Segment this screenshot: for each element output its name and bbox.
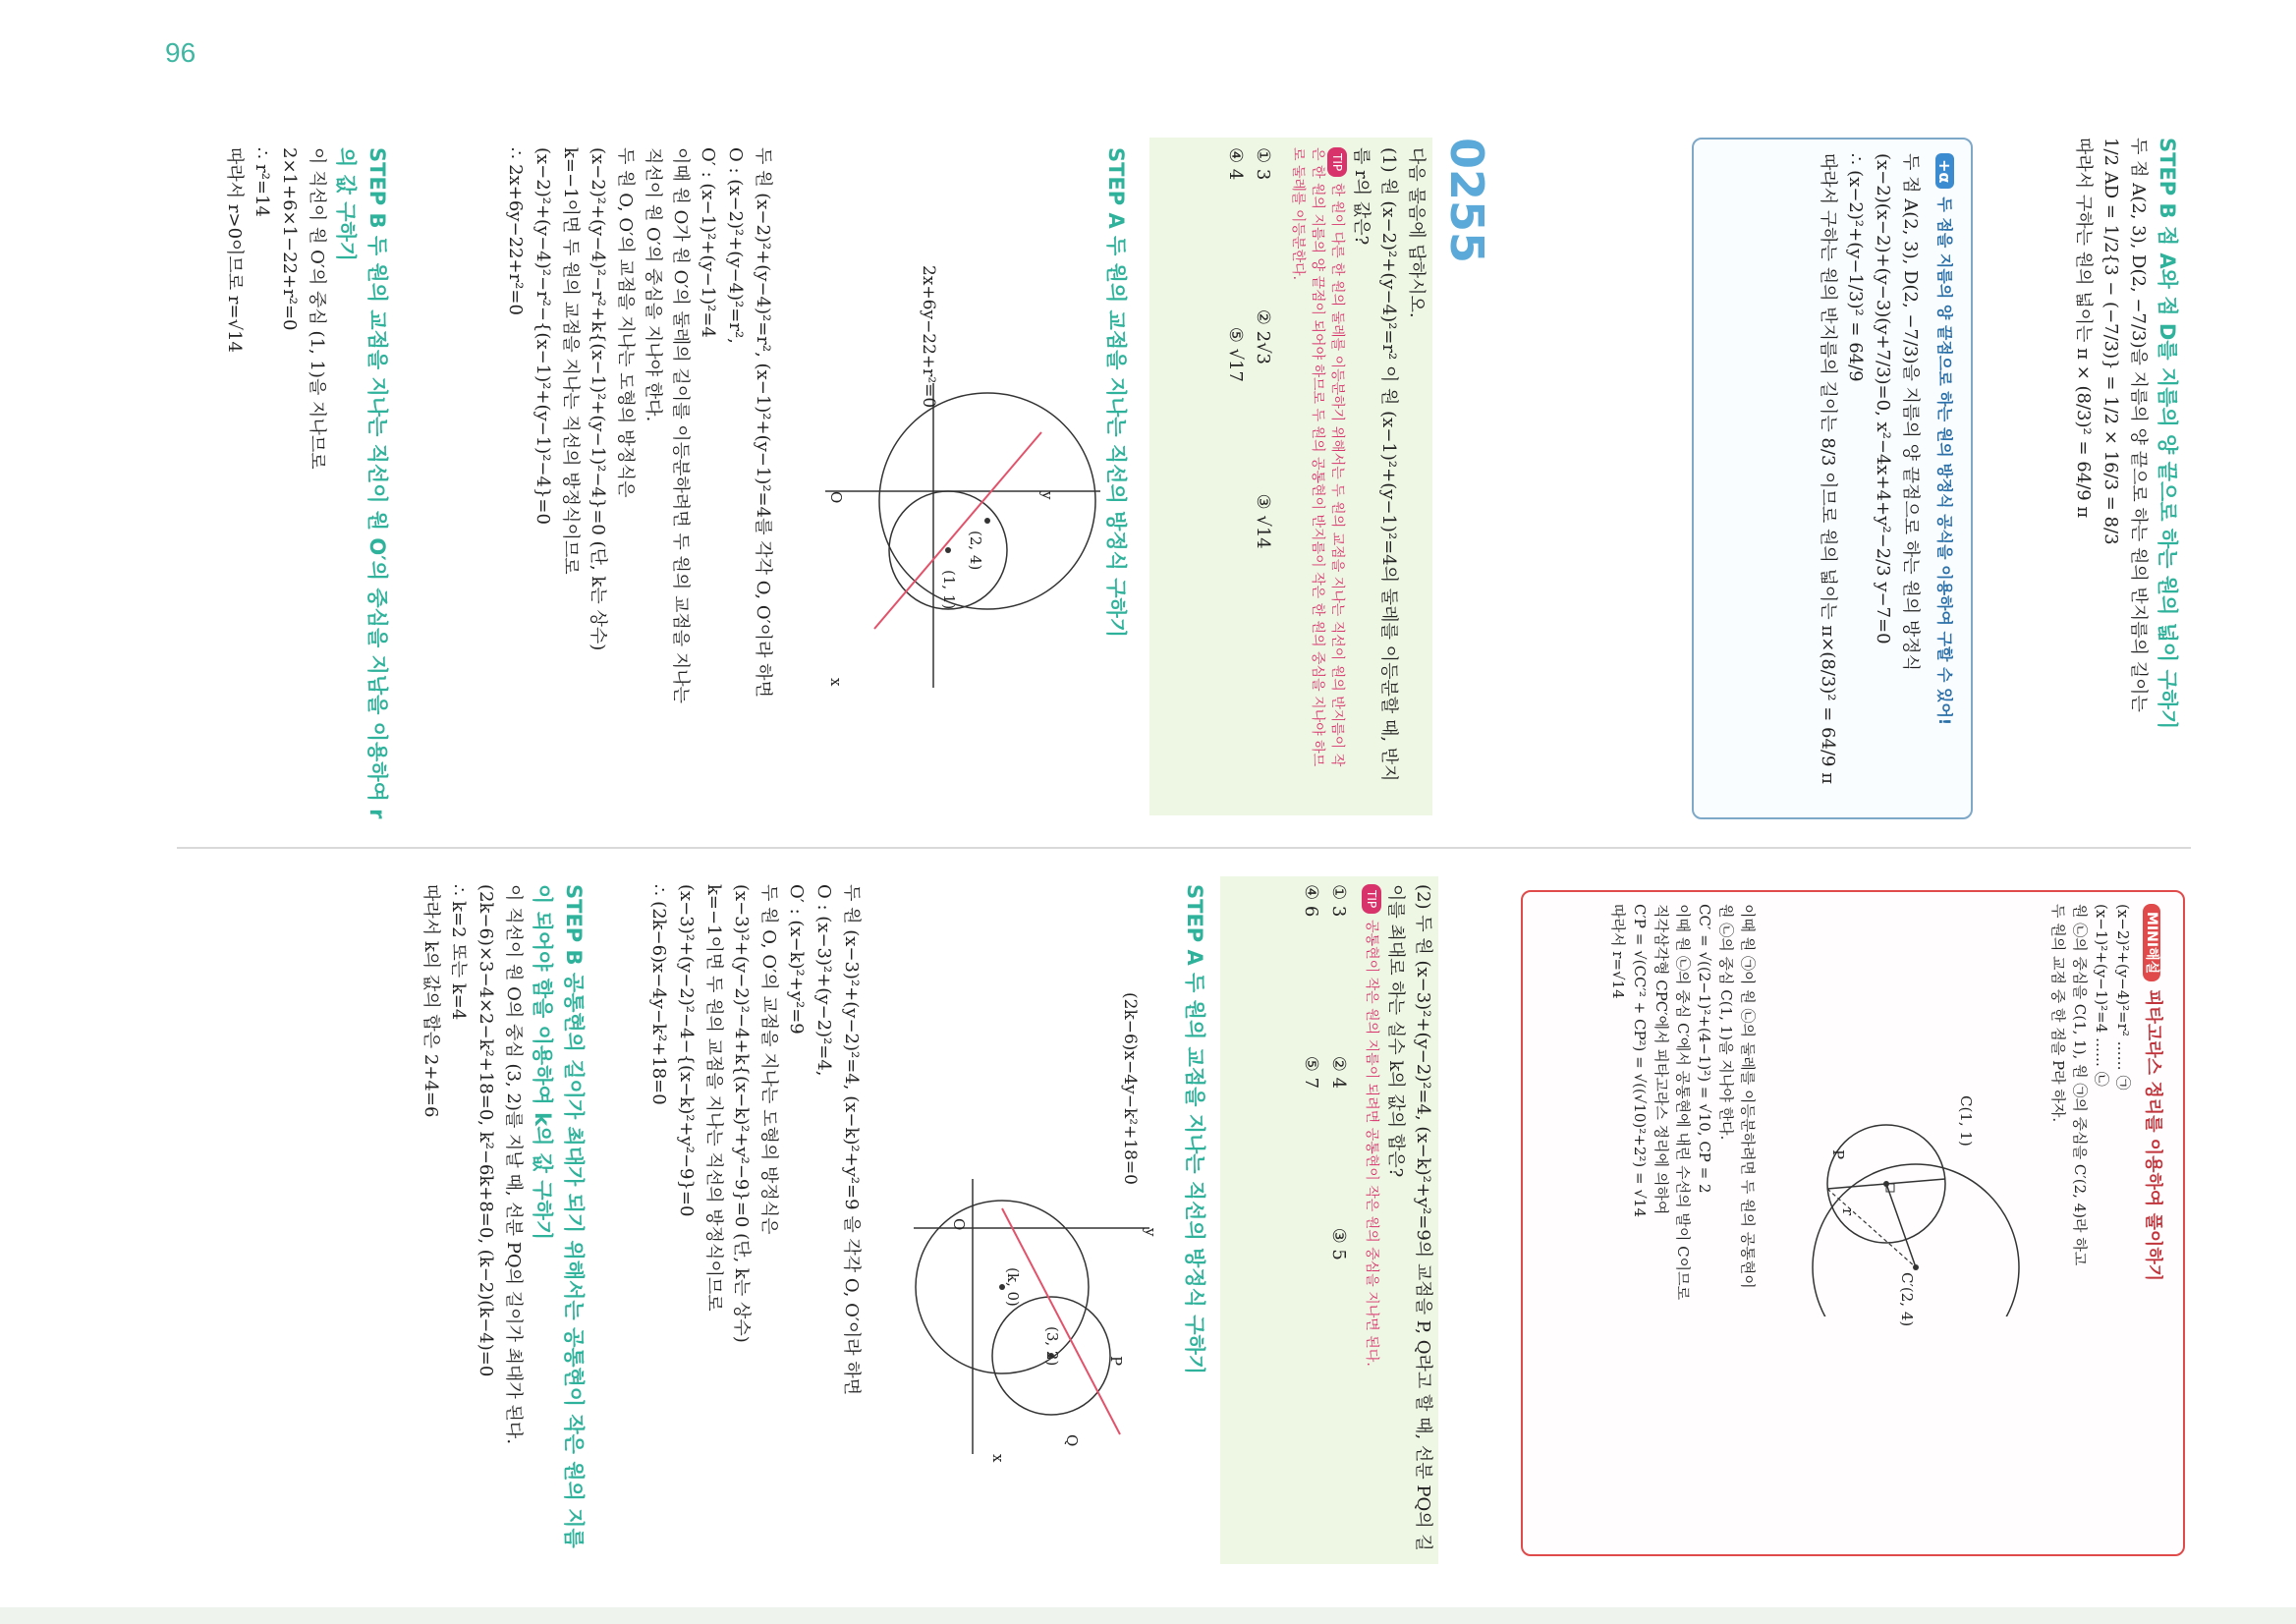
- q2-sol-1: O : (x−3)²+(y−2)²=4,: [813, 884, 834, 1077]
- q1-fig-x-axis: x: [827, 678, 845, 687]
- mini-line-2: 원 ㉡의 중심을 C(1, 1), 원 ㉠의 중심을 C′(2, 4)라 하고: [2071, 904, 2089, 1266]
- q2-choice-4[interactable]: ④ 6: [1301, 884, 1321, 918]
- problem-intro: 다음 물음에 답하시오.: [1406, 147, 1427, 318]
- mini-line-0: (x−2)²+(y−4)²=r² …… ㉠: [2114, 904, 2132, 1091]
- q1-sol-3: 이때 원 O가 원 O′의 둘레의 길이를 이등분하려면 두 원의 교점을 지나는: [670, 147, 691, 704]
- mini-line-4: 이때 원 ㉠이 원 ㉡의 둘레를 이등분하려면 두 원의 공통현이: [1739, 904, 1757, 1289]
- mini-fig-Cp: C′(2, 4): [1898, 1272, 1916, 1327]
- q2-sol2-3: 따라서 k의 값의 합은 2+4=6: [420, 884, 441, 1118]
- q2-fig-center2: (k, 0): [1004, 1267, 1022, 1307]
- problem-number-wrap: [1440, 138, 1493, 263]
- q2-sol-6: (x−3)²+(y−2)²−4−{(x−k)²+y²−9}=0: [676, 884, 697, 1217]
- mini-figure: [1768, 1071, 2024, 1316]
- q2-fig-center1: (3, 2): [1043, 1326, 1061, 1367]
- bottom-band: [0, 1607, 2296, 1624]
- problem-1-block: [1221, 147, 1429, 796]
- mini-line-6: CC′ = √((2−1)²+(4−1)²) = √10, CP = 2: [1696, 904, 1713, 1194]
- q1-choice-3[interactable]: ③ √14: [1253, 493, 1273, 549]
- q2-stepB-block: [417, 884, 589, 1562]
- q2-fig-Q: Q: [1063, 1434, 1081, 1447]
- alpha-line-1: (x−2)(x−2)+(y−3)(y+7/3)=0, x²−4x+4+y²−2/3 y−7=0: [1873, 153, 1893, 644]
- q2-block: [1297, 884, 1436, 1552]
- q1-choices-row1: [1249, 147, 1276, 796]
- q1-sol-2: O′ : (x−1)²+(y−1)²=4: [698, 147, 718, 338]
- q2-sol2-1: (2k−6)×3−4×2−k²+18=0, k²−6k+8=0, (k−2)(k−4)=0: [476, 884, 496, 1377]
- q1-sol2-0: 이 직선이 원 O′의 중심 (1, 1)을 지나므로: [307, 147, 327, 470]
- q2-sol-2: O′ : (x−k)²+y²=9: [786, 884, 807, 1035]
- q2-choice-5[interactable]: ⑤ 7: [1301, 1055, 1321, 1090]
- mini-line-5: 원 ㉡의 중심 C(1, 1)을 지나야 한다.: [1717, 904, 1735, 1141]
- q1-sol2-3: 따라서 r>0이므로 r=√14: [224, 147, 245, 353]
- q1-sol-9: ∴ 2x+6y−22+r²=0: [505, 147, 526, 315]
- q1-choice-4[interactable]: ④ 4: [1225, 147, 1246, 181]
- alpha-line-2: ∴ (x−2)²+(y−1/3)² = 64/9: [1845, 153, 1866, 382]
- mini-title: MINI해설피타고라스 정리를 이용하여 풀이하기: [2142, 904, 2167, 1281]
- q1-sol2-2: ∴ r²=14: [252, 147, 272, 217]
- q2-choice-3[interactable]: ③ 5: [1328, 1227, 1349, 1260]
- q1-solution-block: [501, 147, 776, 703]
- page-number: 96: [165, 37, 196, 68]
- mini-line-3: 두 원의 교점 중 한 점을 P라 하자.: [2049, 904, 2067, 1123]
- q2-sol-0: 두 원 (x−3)²+(y−2)²=4, (x−k)²+y²=9 을 각각 O, O′이라 하면: [841, 884, 862, 1396]
- q1-sol-5: 두 원 O, O′의 교점을 지나는 도형의 방정식은: [615, 147, 636, 498]
- mini-fig-r: r: [1839, 1208, 1857, 1216]
- q1-sol-7: k=−1이면 두 원의 교점을 지나는 직선의 방정식이므로: [560, 147, 581, 575]
- q1-fig-center2: (1, 1): [940, 570, 958, 610]
- top-line-2: 따라서 구하는 원의 넓이는 π × (8/3)² = 64/9 π: [2073, 138, 2094, 519]
- mini-line-1: (x−1)²+(y−1)²=4 …… ㉡: [2093, 904, 2110, 1087]
- q2-choice-1[interactable]: ① 3: [1328, 884, 1349, 918]
- mini-line-10: 따라서 r=√14: [1609, 904, 1627, 999]
- section-divider: [177, 847, 2191, 849]
- alpha-line-3: 따라서 구하는 원의 반지름의 길이는 8/3 이므로 원의 넓이는 π×(8/3)² = 64/9 π: [1818, 153, 1838, 785]
- q1-stepB-header: STEP B 두 원의 교점을 지나는 직선이 원 O′의 중심을 지남을 이용하여 r의 값 구하기: [334, 147, 389, 819]
- q2-choices-row1: [1324, 884, 1352, 1552]
- q2-sol2-2: ∴ k=2 또는 k=4: [448, 884, 469, 1021]
- q1-choice-5[interactable]: ⑤ √17: [1225, 326, 1246, 383]
- q1-sol-8: (x−2)²+(y−4)²−r²−{(x−1)²+(y−1)²−4}=0: [532, 147, 553, 525]
- q2-choice-2[interactable]: ② 4: [1328, 1055, 1349, 1090]
- q2-stepA-block: [1179, 884, 1210, 1374]
- q2-sol-4: (x−3)²+(y−2)²−4+k{(x−k)²+y²−9}=0 (단, k는 상수): [731, 884, 752, 1343]
- q1-sol-1: O : (x−2)²+(y−4)²=r²,: [725, 147, 746, 344]
- q1-sol-6: (x−2)²+(y−4)²−r²+k{(x−1)²+(y−1)²−4}=0 (단, k는 상수): [588, 147, 608, 651]
- q2-tip: TIP공통현이 작은 원의 지름이 되려면 공통현이 작은 원의 중심을 지나면 된다.: [1362, 884, 1381, 1552]
- q1-choice-2[interactable]: ② 2√3: [1253, 308, 1273, 365]
- q1-choices-row2: [1221, 147, 1249, 796]
- q2-fig-origin: O: [950, 1218, 968, 1231]
- q2-sol2-0: 이 직선이 원 O의 중심 (3, 2)를 지날 때, 선분 PQ의 길이가 최대가 된다.: [503, 884, 524, 1445]
- q1-fig-origin: O: [827, 491, 845, 504]
- mini-fig-C: C(1, 1): [1957, 1095, 1975, 1147]
- problem-number: 0255: [1440, 138, 1493, 264]
- q2-fig-P: P: [1107, 1356, 1125, 1367]
- q1-sol-0: 두 원 (x−2)²+(y−4)²=r², (x−1)²+(y−1)²=4를 각각 O, O′이라 하면: [753, 147, 773, 698]
- mini-content: [2047, 904, 2167, 1281]
- q1-sol2-1: 2×1+6×1−22+r²=0: [279, 147, 300, 331]
- top-line-0: 두 점 A(2, 3), D(2, −7/3)을 지름의 양 끝으로 하는 원의 반지름의 길이는: [2128, 138, 2149, 712]
- mini-line-7: 이때 원 ㉡의 중심 C′에서 공통현에 내린 수선의 발이 C이므로: [1674, 904, 1692, 1301]
- q2-sol-3: 두 원 O, O′의 교점을 지나는 도형의 방정식은: [758, 884, 779, 1235]
- q2-stepB-header: STEP B 공통현의 길이가 최대가 되기 위해서는 공통현이 작은 원의 지름이 되어야 함을 이용하여 k의 값 구하기: [531, 884, 586, 1548]
- q2-text: (2) 두 원 (x−3)²+(y−2)²=4, (x−k)²+y²=9의 교점을 P, Q라고 할 때, 선분 PQ의 길이를 최대로 하는 실수 k의 값의 합은?: [1385, 884, 1433, 1551]
- q2-sol-7: ∴ (2k−6)x−4y−k²+18=0: [648, 884, 669, 1105]
- top-stepB-block: [2069, 138, 2183, 729]
- q1-text: (1) 원 (x−2)²+(y−4)²=r² 이 원 (x−1)²+(y−1)²=4의 둘레를 이등분할 때, 반지름 r의 값은?: [1351, 147, 1399, 782]
- top-stepB-header: STEP B 점 A와 점 D를 지름의 양 끝으로 하는 원의 넓이 구하기: [2156, 138, 2179, 730]
- q2-fig-line-label: (2k−6)x−4y−k²+18=0: [1120, 992, 1140, 1185]
- mini-fig-P: P: [1829, 1149, 1847, 1160]
- q1-stepA-header: STEP A 두 원의 교점을 지나는 직선의 방정식 구하기: [1104, 147, 1128, 639]
- q1-choice-1[interactable]: ① 3: [1253, 147, 1273, 181]
- q1-figure: [815, 373, 1110, 698]
- q2-sol-5: k=−1이면 두 원의 교점을 지나는 직선의 방정식이므로: [703, 884, 724, 1312]
- q2-fig-y-axis: y: [1142, 1228, 1159, 1237]
- q1-tip: TIP한 원이 다른 한 원의 둘레를 이등분하기 위해서는 두 원의 교점을 지나는 직선이 원의 반지름이 작은 한 원의 지름의 양 끝점이 되어야 하므로 두 원의 공통현이 반지름이 작은 한 원의 중심을 지나야 하므로 둘레를 이등분한다.: [1290, 147, 1345, 767]
- q2-stepA-header: STEP A 두 원의 교점을 지나는 직선의 방정식 구하기: [1183, 884, 1206, 1375]
- q1-fig-line-label-text: 2x+6y−22+r²=0: [919, 265, 938, 409]
- mini-line-9: C′P = √(CC′² + CP²) = √((√10)²+2²) = √14: [1631, 904, 1649, 1218]
- q1-fig-y-axis: y: [1038, 491, 1056, 500]
- alpha-note-title: +α두 점을 지름의 양 끝점으로 하는 원의 방정식 공식을 이용하여 구할 수 있어!: [1933, 153, 1955, 784]
- top-line-1: 1/2 AD = 1/2{3 − (−7/3)} = 1/2 × 16/3 = 8/3: [2100, 138, 2121, 545]
- q1-sol-4: 직선이 원 O′의 중심을 지나야 한다.: [643, 147, 663, 422]
- q2-solution-block: [644, 884, 865, 1395]
- mini-line-8: 직각삼각형 CPC′에서 피타고라스 정리에 의하여: [1652, 904, 1670, 1215]
- mini-content-2: [1607, 904, 1759, 1300]
- q2-figure: [904, 1169, 1159, 1464]
- q2-fig-x-axis: x: [989, 1454, 1007, 1463]
- q1-fig-center1: (2, 4): [967, 531, 984, 571]
- alpha-note-content: [1814, 153, 1955, 784]
- q1-stepB-block: [220, 147, 393, 835]
- q2-choices-row2: [1297, 884, 1324, 1552]
- alpha-line-0: 두 점 A(2, 3), D(2, −7/3)을 지름의 양 끝점으로 하는 원의 방정식: [1900, 153, 1921, 672]
